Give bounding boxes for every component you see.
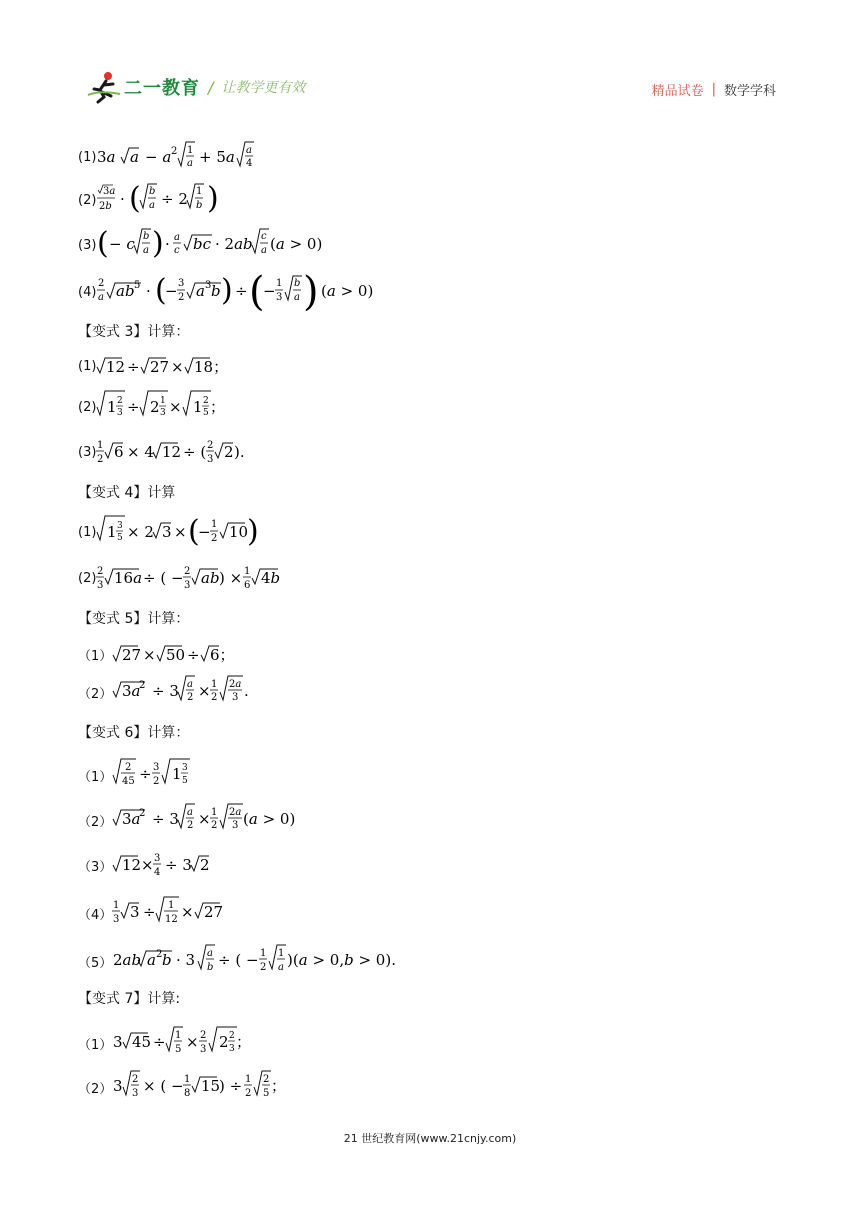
svg-text:) ÷: ) ÷	[219, 1077, 243, 1095]
svg-text:1: 1	[175, 1030, 182, 1041]
problem-v5-2	[78, 674, 292, 710]
problem-v7-1	[78, 1024, 292, 1062]
svg-text:÷: ÷	[143, 903, 156, 921]
problem-v6-3	[78, 848, 242, 882]
svg-text:3: 3	[207, 454, 214, 465]
problem-v6-5	[78, 942, 412, 980]
svg-text:a: a	[98, 292, 105, 303]
problem-label: （3）	[78, 859, 113, 875]
svg-text:3: 3	[113, 1077, 123, 1095]
svg-text:b: b	[162, 951, 172, 969]
svg-text:12: 12	[162, 443, 182, 461]
problem-expression	[96, 512, 266, 552]
brand-name: 二一教育	[124, 78, 200, 99]
svg-text:a: a	[174, 232, 181, 243]
problem-expression	[112, 756, 242, 794]
svg-text:a: a	[187, 679, 194, 690]
svg-text:2: 2	[153, 776, 160, 787]
brand-slogan: 让教学更有效	[221, 80, 306, 96]
svg-text:).: ).	[234, 443, 246, 461]
problem-expression	[112, 674, 292, 710]
problem-2	[78, 180, 237, 220]
problem-expression	[112, 802, 332, 838]
svg-text:): )	[303, 272, 320, 312]
svg-text:1: 1	[193, 398, 203, 416]
svg-text:×: ×	[186, 1033, 199, 1051]
svg-text:3: 3	[153, 762, 160, 773]
svg-text:4: 4	[154, 867, 161, 878]
svg-text:3: 3	[200, 1044, 207, 1055]
svg-text:3: 3	[160, 408, 167, 418]
svg-text:1: 1	[278, 948, 285, 959]
svg-text:1: 1	[211, 807, 218, 818]
svg-text:2: 2	[229, 1031, 236, 1041]
svg-text:6: 6	[114, 443, 124, 461]
problem-3	[78, 226, 327, 264]
problem-expression	[97, 180, 237, 220]
svg-text:3: 3	[184, 580, 191, 591]
svg-text:27: 27	[122, 646, 142, 664]
svg-text:16a: 16a	[114, 569, 143, 587]
svg-text:4b: 4b	[261, 569, 281, 587]
svg-text:b: b	[294, 278, 301, 289]
svg-text:×: ×	[198, 810, 211, 828]
problem-expression	[112, 848, 242, 882]
svg-text:2: 2	[200, 1030, 207, 1041]
svg-text:1: 1	[211, 679, 218, 690]
svg-text:1: 1	[244, 566, 251, 577]
svg-text:2: 2	[156, 949, 163, 960]
svg-text:4: 4	[246, 158, 253, 169]
svg-text:(: (	[249, 272, 266, 312]
page-footer: 21 世纪教育网(www.21cnjy.com)	[343, 1132, 517, 1145]
problem-label: (3)	[78, 444, 97, 460]
svg-text:a: a	[196, 282, 206, 300]
problem-4	[78, 272, 387, 312]
svg-text:.: .	[244, 682, 250, 700]
svg-text:3: 3	[182, 763, 189, 773]
svg-text:；: ；	[236, 1033, 252, 1051]
svg-text:50: 50	[166, 646, 186, 664]
svg-text:45: 45	[122, 776, 136, 787]
svg-text:3: 3	[229, 1044, 236, 1054]
svg-text:(: (	[188, 514, 201, 549]
svg-text:b: b	[143, 231, 150, 242]
svg-text:a: a	[246, 145, 253, 156]
section-heading: 【变式 3】计算：	[78, 324, 190, 340]
svg-text:÷: ÷	[187, 646, 200, 664]
problem-v4-2	[78, 562, 296, 594]
svg-text:1: 1	[196, 186, 203, 197]
svg-text:3: 3	[97, 580, 104, 591]
svg-text:12: 12	[106, 358, 126, 376]
svg-text:2: 2	[150, 398, 160, 416]
svg-text:ab: ab	[201, 569, 220, 587]
svg-text:3: 3	[117, 408, 124, 418]
section-heading: 【变式 4】计算	[78, 485, 176, 501]
svg-text:15: 15	[201, 1077, 221, 1095]
header-label: 精品试卷	[651, 84, 704, 99]
svg-text:c: c	[261, 231, 268, 242]
svg-text:×: ×	[141, 856, 154, 874]
runner-logo-icon	[86, 70, 122, 104]
problem-expression	[112, 1024, 292, 1062]
svg-text:): )	[152, 226, 165, 261]
problem-v7-2	[78, 1068, 312, 1106]
svg-text:2: 2	[260, 962, 267, 973]
svg-text:a: a	[294, 292, 301, 303]
svg-text:3: 3	[117, 521, 124, 531]
svg-text:÷ 3: ÷ 3	[165, 856, 193, 874]
svg-text:b: b	[149, 186, 156, 197]
svg-text:·: ·	[146, 282, 152, 300]
svg-text:1: 1	[168, 900, 175, 911]
svg-text:12: 12	[122, 856, 142, 874]
svg-text:−: −	[198, 523, 211, 541]
svg-text:a: a	[130, 148, 140, 166]
svg-text:) ×: ) ×	[219, 569, 243, 587]
svg-text:(a > 0): (a > 0)	[243, 810, 296, 828]
svg-text:÷: ÷	[235, 282, 248, 300]
svg-text:b: b	[207, 962, 214, 973]
problem-expression	[96, 436, 276, 468]
svg-text:3: 3	[232, 692, 239, 703]
svg-text:): )	[207, 181, 220, 216]
svg-text:2: 2	[117, 396, 124, 406]
svg-text:c: c	[174, 245, 181, 256]
problem-label: （1）	[78, 648, 113, 664]
svg-text:3: 3	[113, 1033, 123, 1051]
svg-text:2: 2	[125, 762, 132, 773]
svg-text:)(a > 0,b > 0).: )(a > 0,b > 0).	[287, 951, 397, 969]
svg-text:·: ·	[165, 235, 171, 253]
svg-text:1: 1	[97, 440, 104, 451]
svg-text:1: 1	[245, 1074, 252, 1085]
problem-label: (1)	[78, 524, 97, 540]
problem-v3-2	[78, 388, 246, 426]
svg-text:5: 5	[117, 533, 124, 543]
svg-text:· 2ab: · 2ab	[215, 235, 254, 253]
svg-text:3: 3	[205, 280, 212, 291]
svg-text:27: 27	[150, 358, 170, 376]
brand-divider: /	[208, 77, 214, 97]
svg-text:6；: 6；	[210, 646, 235, 664]
problem-v5-1	[78, 640, 272, 668]
svg-text:2: 2	[224, 443, 234, 461]
svg-text:18；: 18；	[194, 358, 229, 376]
problem-1	[78, 140, 267, 174]
svg-text:5: 5	[175, 1044, 182, 1055]
brand-logo	[86, 70, 305, 104]
svg-text:): )	[247, 514, 260, 549]
problem-expression	[96, 562, 296, 594]
svg-text:a: a	[147, 951, 157, 969]
svg-text:× 2: × 2	[127, 523, 155, 541]
svg-text:1: 1	[172, 765, 182, 783]
problem-label: (2)	[78, 192, 97, 208]
problem-label: （1）	[78, 769, 113, 785]
svg-text:3: 3	[162, 523, 172, 541]
svg-text:×: ×	[169, 398, 182, 416]
svg-text:2a: 2a	[229, 807, 242, 818]
svg-text:(: (	[155, 273, 168, 308]
problem-expression	[112, 1068, 312, 1106]
svg-text:÷: ÷	[127, 398, 140, 416]
svg-text:a: a	[207, 948, 214, 959]
header-subject: 数学学科	[723, 84, 776, 99]
svg-text:3a: 3a	[122, 810, 141, 828]
svg-text:2: 2	[132, 1074, 139, 1085]
problem-v6-2	[78, 802, 332, 838]
svg-text:3a: 3a	[122, 682, 141, 700]
problem-label: （2）	[78, 814, 113, 830]
svg-text:1: 1	[107, 398, 117, 416]
problem-expression	[96, 352, 246, 380]
svg-text:3a: 3a	[97, 148, 116, 166]
svg-text:2b: 2b	[99, 201, 113, 212]
problem-expression	[97, 226, 327, 264]
svg-text:÷ 3: ÷ 3	[152, 810, 180, 828]
svg-text:(: (	[129, 181, 142, 216]
problem-expression	[97, 140, 267, 174]
svg-text:1: 1	[276, 278, 283, 289]
svg-text:×: ×	[181, 903, 194, 921]
svg-text:− c: − c	[109, 235, 136, 253]
svg-text:2: 2	[207, 440, 214, 451]
problem-label: （2）	[78, 1081, 113, 1097]
problem-label: (1)	[78, 149, 97, 165]
svg-text:1: 1	[113, 900, 120, 911]
svg-text:3a: 3a	[103, 186, 116, 197]
svg-text:2: 2	[203, 396, 210, 406]
svg-text:2: 2	[263, 1074, 270, 1085]
svg-text:27: 27	[204, 903, 224, 921]
problem-label: （1）	[78, 1037, 113, 1053]
page-header	[86, 70, 776, 106]
svg-text:÷: ÷	[153, 1033, 166, 1051]
problem-v6-4	[78, 894, 262, 932]
svg-text:；: ；	[271, 1077, 287, 1095]
svg-text:3: 3	[232, 820, 239, 831]
problem-expression	[112, 894, 262, 932]
problem-v3-3	[78, 436, 276, 468]
svg-text:5: 5	[203, 408, 210, 418]
svg-text:2: 2	[178, 292, 185, 303]
svg-text:2: 2	[245, 1088, 252, 1099]
svg-text:8: 8	[184, 1088, 191, 1099]
svg-text:2: 2	[98, 278, 105, 289]
svg-text:−: −	[165, 282, 178, 300]
svg-text:×: ×	[174, 523, 187, 541]
svg-text:(a > 0): (a > 0)	[270, 235, 323, 253]
svg-text:bc: bc	[193, 235, 212, 253]
problem-v3-1	[78, 352, 246, 380]
problem-v4-1	[78, 512, 266, 552]
svg-text:a: a	[149, 200, 156, 211]
svg-text:1: 1	[187, 145, 194, 156]
problem-label: (4)	[78, 284, 97, 300]
svg-text:1: 1	[184, 1074, 191, 1085]
svg-text:2: 2	[200, 856, 210, 874]
svg-text:· 3: · 3	[176, 951, 196, 969]
problem-expression	[112, 640, 272, 668]
problem-label: (1)	[78, 358, 97, 374]
svg-text:×: ×	[143, 646, 156, 664]
svg-text:2: 2	[187, 692, 194, 703]
problem-label: (2)	[78, 399, 97, 415]
svg-text:×: ×	[171, 358, 184, 376]
svg-text:5: 5	[182, 776, 189, 786]
svg-text:45: 45	[132, 1033, 152, 1051]
svg-text:÷: ÷	[127, 358, 140, 376]
svg-text:6: 6	[244, 580, 251, 591]
svg-text:(: (	[97, 226, 110, 261]
svg-text:2: 2	[139, 808, 146, 819]
svg-text:12: 12	[165, 914, 179, 925]
svg-text:÷ ( −: ÷ ( −	[218, 951, 259, 969]
svg-text:2: 2	[97, 566, 104, 577]
svg-text:a: a	[187, 158, 194, 169]
svg-text:× ( −: × ( −	[143, 1077, 184, 1095]
svg-text:；: ；	[210, 398, 226, 416]
svg-text:(a > 0): (a > 0)	[321, 282, 374, 300]
problem-expression	[96, 388, 246, 426]
svg-text:): )	[221, 273, 234, 308]
svg-text:3: 3	[132, 1088, 139, 1099]
svg-text:÷ 2: ÷ 2	[161, 190, 189, 208]
svg-text:2a: 2a	[229, 679, 242, 690]
header-right	[652, 80, 776, 99]
problem-label: (3)	[78, 237, 97, 253]
svg-text:a: a	[187, 807, 194, 818]
section-heading: 【变式 6】计算：	[78, 725, 190, 741]
svg-text:2: 2	[171, 146, 178, 157]
svg-text:1: 1	[107, 523, 117, 541]
svg-text:2: 2	[211, 692, 218, 703]
problem-label: （4）	[78, 907, 113, 923]
svg-text:2: 2	[139, 680, 146, 691]
section-heading: 【变式 7】计算:	[78, 991, 181, 1007]
svg-text:×: ×	[198, 682, 211, 700]
svg-text:a: a	[278, 962, 285, 973]
svg-text:1: 1	[211, 519, 218, 530]
svg-text:3: 3	[130, 903, 140, 921]
svg-text:·: ·	[120, 190, 126, 208]
svg-text:− a: − a	[145, 148, 172, 166]
svg-text:a: a	[143, 245, 150, 256]
problem-label: （5）	[78, 955, 113, 971]
svg-text:1: 1	[160, 396, 167, 406]
problem-v6-1	[78, 756, 242, 794]
svg-text:2: 2	[184, 566, 191, 577]
svg-text:2: 2	[211, 533, 218, 544]
svg-text:÷: ÷	[139, 765, 152, 783]
problem-expression	[97, 272, 387, 312]
svg-text:b: b	[196, 200, 203, 211]
svg-text:10: 10	[229, 523, 249, 541]
svg-text:ab: ab	[116, 282, 135, 300]
svg-text:3: 3	[154, 853, 161, 864]
svg-text:2: 2	[187, 820, 194, 831]
svg-text:3: 3	[178, 278, 185, 289]
svg-text:1: 1	[260, 948, 267, 959]
svg-text:÷ 3: ÷ 3	[152, 682, 180, 700]
svg-text:5: 5	[263, 1088, 270, 1099]
svg-text:× 4: × 4	[127, 443, 155, 461]
svg-text:2: 2	[211, 820, 218, 831]
svg-text:÷ (: ÷ (	[183, 443, 207, 461]
svg-text:a: a	[261, 245, 268, 256]
svg-text:2: 2	[97, 454, 104, 465]
svg-text:2: 2	[219, 1033, 229, 1051]
svg-text:+ 5a: + 5a	[199, 148, 236, 166]
svg-text:5: 5	[134, 280, 141, 291]
header-separator: |	[711, 82, 716, 97]
problem-expression	[112, 942, 412, 980]
svg-text:2ab: 2ab	[113, 951, 142, 969]
svg-text:3: 3	[276, 292, 283, 303]
svg-text:b: b	[211, 282, 222, 300]
svg-text:3: 3	[113, 914, 120, 925]
section-heading: 【变式 5】计算：	[78, 611, 190, 627]
svg-text:−: −	[263, 282, 276, 300]
problem-label: （2）	[78, 686, 113, 702]
problem-label: (2)	[78, 570, 97, 586]
svg-text:÷ ( −: ÷ ( −	[143, 569, 184, 587]
